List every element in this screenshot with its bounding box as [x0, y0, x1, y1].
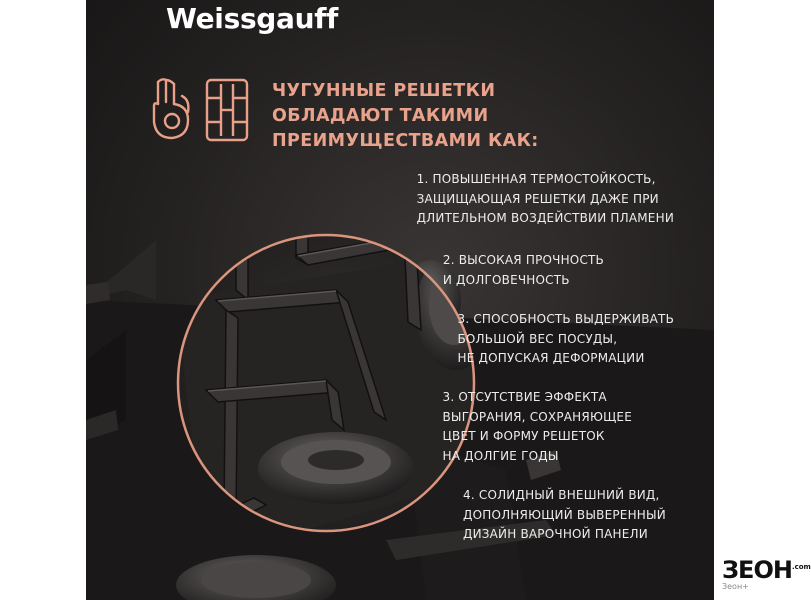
watermark-subtitle: Зеон+ — [722, 582, 749, 591]
feature-line: БОЛЬШОЙ ВЕС ПОСУДЫ, — [457, 331, 618, 346]
feature-line: 4. СОЛИДНЫЙ ВНЕШНИЙ ВИД, — [463, 488, 660, 502]
feature-item — [417, 170, 674, 229]
feature-line: ДОПОЛНЯЮЩИЙ ВЫВЕРЕННЫЙ — [463, 507, 666, 522]
watermark-logo: $ЗЕОН^{.com}$ — [722, 556, 811, 584]
headline-line: ПРЕИМУЩЕСТВАМИ КАК: — [272, 131, 539, 151]
feature-line: НА ДОЛГИЕ ГОДЫ — [442, 448, 559, 463]
brand-logo: Weissgauff — [166, 2, 339, 35]
headline — [272, 79, 539, 154]
feature-line: ЦВЕТ И ФОРМУ РЕШЕТОК — [442, 429, 605, 443]
store-watermark — [722, 555, 811, 595]
feature-line: ЗАЩИЩАЮЩАЯ РЕШЕТКИ ДАЖЕ ПРИ — [416, 191, 659, 206]
feature-line: ДЛИТЕЛЬНОМ ВОЗДЕЙСТВИИ ПЛАМЕНИ — [416, 211, 674, 225]
feature-line: 2. ВЫСОКАЯ ПРОЧНОСТЬ — [442, 253, 604, 267]
feature-item — [457, 310, 674, 369]
feature-line: 1. ПОВЫШЕННАЯ ТЕРМОСТОЙКОСТЬ, — [416, 172, 656, 186]
headline-line: ОБЛАДАЮТ ТАКИМИ — [272, 106, 489, 126]
ok-hand-gesture-icon — [148, 76, 194, 144]
cast-iron-grate-icon — [203, 76, 251, 144]
feature-item — [443, 388, 633, 466]
feature-line: ВЫГОРАНИЯ, СОХРАНЯЮЩЕЕ — [442, 409, 632, 424]
watermark-suffix: .com — [791, 563, 811, 571]
product-banner — [86, 0, 714, 600]
feature-line: НЕ ДОПУСКАЯ ДЕФОРМАЦИИ — [457, 351, 645, 365]
feature-line: ДИЗАЙН ВАРОЧНОЙ ПАНЕЛИ — [463, 527, 648, 541]
feature-item — [443, 251, 604, 290]
feature-item — [463, 486, 666, 545]
headline-line: ЧУГУННЫЕ РЕШЕТКИ — [272, 81, 496, 101]
feature-line: 3. ОТСУТСТВИЕ ЭФФЕКТА — [442, 390, 607, 404]
feature-line: 3. СПОСОБНОСТЬ ВЫДЕРЖИВАТЬ — [457, 312, 674, 326]
feature-line: И ДОЛГОВЕЧНОСТЬ — [442, 272, 570, 287]
